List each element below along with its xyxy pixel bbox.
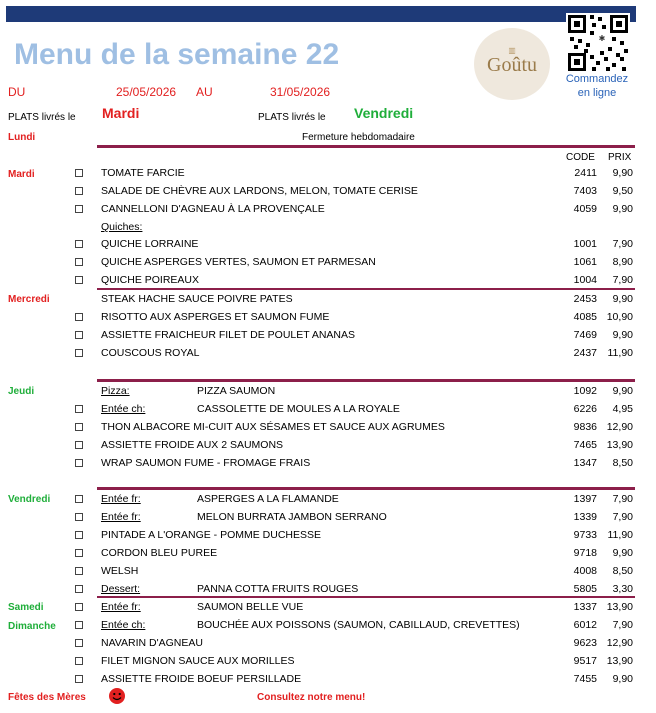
item-checkbox[interactable] [75, 205, 83, 213]
menu-item-row [0, 582, 656, 600]
item-name: RISOTTO AUX ASPERGES ET SAUMON FUME [101, 311, 330, 323]
item-code: 4008 [573, 565, 597, 577]
footer-left: Fêtes des Mères [8, 692, 86, 703]
item-code: 9623 [573, 637, 597, 649]
du-label: DU [8, 85, 26, 99]
item-name: PINTADE A L'ORANGE - POMME DUCHESSE [101, 529, 322, 541]
header-rule [97, 145, 635, 148]
item-price: 13,90 [606, 655, 633, 667]
item-name: THON ALBACORE MI-CUIT AUX SÉSAMES ET SAUCE AUX AGRUMES [101, 421, 445, 433]
item-price: 9,90 [612, 385, 633, 397]
item-price: 9,90 [612, 203, 633, 215]
item-code: 2453 [573, 293, 597, 305]
item-code: 9733 [573, 529, 597, 541]
item-price: 13,90 [606, 601, 633, 613]
item-name: MELON BURRATA JAMBON SERRANO [197, 511, 387, 523]
menu-item-row [0, 346, 656, 364]
item-code: 4085 [573, 311, 597, 323]
item-name: NAVARIN D'AGNEAU [101, 637, 203, 649]
item-checkbox[interactable] [75, 585, 83, 593]
item-price: 7,90 [612, 274, 633, 286]
item-price: 4,95 [612, 403, 633, 415]
item-price: 8,50 [612, 457, 633, 469]
item-name: WRAP SAUMON FUME - FROMAGE FRAIS [101, 457, 311, 469]
item-checkbox[interactable] [75, 639, 83, 647]
menu-item-row [0, 564, 656, 582]
item-code: 6012 [573, 619, 597, 631]
item-name: FILET MIGNON SAUCE AUX MORILLES [101, 655, 295, 667]
item-price: 12,90 [606, 637, 633, 649]
item-name: QUICHE POIREAUX [101, 274, 200, 286]
day-label-jeudi: Jeudi [8, 386, 35, 397]
item-group-label: Quiches: [101, 221, 143, 233]
menu-item-row [0, 654, 656, 672]
item-category: Entée fr: [101, 511, 141, 523]
item-code: 7469 [573, 329, 597, 341]
item-price: 9,90 [612, 293, 633, 305]
item-name: STEAK HACHE SAUCE POIVRE PATES [101, 293, 293, 305]
day-label-mardi: Mardi [8, 169, 35, 180]
item-checkbox[interactable] [75, 531, 83, 539]
delivery-label-1: PLATS livrés le [8, 112, 76, 123]
end-date: 31/05/2026 [270, 85, 331, 99]
menu-item-row [0, 220, 656, 238]
menu-item-row [0, 292, 656, 310]
item-checkbox[interactable] [75, 331, 83, 339]
item-code: 2437 [573, 347, 597, 359]
menu-item-row [0, 510, 656, 528]
item-price: 10,90 [606, 311, 633, 323]
menu-item-row [0, 672, 656, 690]
item-checkbox[interactable] [75, 405, 83, 413]
start-date: 25/05/2026 [116, 85, 177, 99]
menu-item-row [0, 402, 656, 420]
item-price: 9,90 [612, 547, 633, 559]
day-label-mercredi: Mercredi [8, 294, 50, 305]
logo-building-icon: ▥ [508, 46, 516, 55]
item-checkbox[interactable] [75, 657, 83, 665]
item-code: 6226 [573, 403, 597, 415]
item-category: Dessert: [101, 583, 141, 595]
menu-item-row [0, 528, 656, 546]
item-checkbox[interactable] [75, 621, 83, 629]
day-label-vendredi: Vendredi [8, 494, 51, 505]
item-checkbox[interactable] [75, 675, 83, 683]
item-code: 7455 [573, 673, 597, 685]
item-name: QUICHE LORRAINE [101, 238, 199, 250]
item-name: COUSCOUS ROYAL [101, 347, 200, 359]
day-label-samedi: Samedi [8, 602, 44, 613]
item-price: 11,90 [607, 347, 633, 359]
closure-note: Fermeture hebdomadaire [302, 132, 415, 143]
item-code: 5805 [573, 583, 597, 595]
item-code: 1061 [573, 256, 597, 268]
item-name: ASPERGES A LA FLAMANDE [197, 493, 339, 505]
day-label-dimanche: Dimanche [8, 621, 56, 632]
item-checkbox[interactable] [75, 567, 83, 575]
item-checkbox[interactable] [75, 549, 83, 557]
code-header: CODE [566, 152, 595, 163]
item-code: 9836 [573, 421, 597, 433]
item-name: BOUCHÉE AUX POISSONS (SAUMON, CABILLAUD, CREVETTES) [197, 619, 520, 631]
menu-item-row [0, 255, 656, 273]
qr-center-star-icon: ✱ [598, 34, 606, 43]
item-price: 7,90 [612, 511, 633, 523]
item-checkbox[interactable] [75, 313, 83, 321]
item-price: 9,50 [612, 185, 633, 197]
item-name: CORDON BLEU PUREE [101, 547, 218, 559]
item-category: Entée ch: [101, 619, 146, 631]
item-checkbox[interactable] [75, 603, 83, 611]
order-online-line1: Commandez [565, 73, 629, 85]
menu-item-row [0, 546, 656, 564]
item-name: CASSOLETTE DE MOULES A LA ROYALE [197, 403, 400, 415]
item-name: TOMATE FARCIE [101, 167, 185, 179]
item-code: 4059 [573, 203, 597, 215]
item-name: SAUMON BELLE VUE [197, 601, 304, 613]
menu-item-row [0, 237, 656, 255]
item-code: 7465 [573, 439, 597, 451]
item-category: Pizza: [101, 385, 130, 397]
menu-item-row [0, 184, 656, 202]
item-name: ASSIETTE FROIDE BOEUF PERSILLADE [101, 673, 302, 685]
item-price: 13,90 [606, 439, 633, 451]
item-checkbox[interactable] [75, 276, 83, 284]
item-name: PANNA COTTA FRUITS ROUGES [197, 583, 359, 595]
menu-item-row [0, 456, 656, 474]
menu-item-row [0, 166, 656, 184]
item-name: CANNELLONI D'AGNEAU À LA PROVENÇALE [101, 203, 325, 215]
item-price: 9,90 [612, 673, 633, 685]
item-code: 1339 [573, 511, 597, 523]
menu-item-row [0, 328, 656, 346]
menu-item-row [0, 384, 656, 402]
footer-right: Consultez notre menu! [257, 692, 366, 703]
order-online-line2: en ligne [577, 87, 617, 99]
item-code: 9718 [573, 547, 597, 559]
price-header: PRIX [608, 152, 632, 163]
top-banner [6, 6, 636, 22]
item-price: 9,90 [612, 167, 633, 179]
menu-item-row [0, 618, 656, 636]
item-checkbox[interactable] [75, 349, 83, 357]
item-checkbox[interactable] [75, 441, 83, 449]
item-price: 7,90 [612, 619, 633, 631]
menu-item-row [0, 600, 656, 618]
item-price: 11,90 [607, 529, 633, 541]
brand-logo [474, 28, 550, 100]
item-checkbox[interactable] [75, 240, 83, 248]
item-name: ASSIETTE FRAICHEUR FILET DE POULET ANANAS [101, 329, 356, 341]
item-checkbox[interactable] [75, 495, 83, 503]
item-name: ASSIETTE FROIDE AUX 2 SAUMONS [101, 439, 284, 451]
item-price: 7,90 [612, 238, 633, 250]
item-price: 8,90 [612, 256, 633, 268]
item-price: 9,90 [612, 329, 633, 341]
item-name: WELSH [101, 565, 139, 577]
delivery-day-2: Vendredi [354, 105, 414, 121]
logo-wordmark: Goûtu [487, 54, 537, 76]
qr-code-icon[interactable] [566, 13, 630, 73]
item-code: 1397 [573, 493, 597, 505]
item-checkbox[interactable] [75, 423, 83, 431]
item-checkbox[interactable] [75, 258, 83, 266]
item-price: 12,90 [606, 421, 633, 433]
item-code: 2411 [574, 167, 597, 179]
section-rule-vendredi [97, 487, 635, 490]
page-title: Menu de la semaine 22 [14, 38, 340, 71]
item-checkbox[interactable] [75, 187, 83, 195]
smiley-icon [108, 687, 126, 705]
item-code: 1004 [573, 274, 597, 286]
item-code: 1337 [573, 601, 597, 613]
item-code: 1001 [573, 238, 597, 250]
item-name: PIZZA SAUMON [197, 385, 276, 397]
menu-item-row [0, 492, 656, 510]
item-checkbox[interactable] [75, 169, 83, 177]
order-online-link[interactable] [560, 72, 634, 100]
delivery-day-1: Mardi [102, 105, 140, 121]
au-label: AU [196, 85, 213, 99]
item-category: Entée fr: [101, 601, 141, 613]
menu-item-row [0, 438, 656, 456]
item-category: Entée fr: [101, 493, 141, 505]
item-price: 3,30 [612, 583, 633, 595]
item-price: 8,50 [612, 565, 633, 577]
menu-item-row [0, 273, 656, 291]
item-checkbox[interactable] [75, 513, 83, 521]
menu-item-row [0, 636, 656, 654]
item-name: SALADE DE CHÈVRE AUX LARDONS, MELON, TOMATE CERISE [101, 185, 418, 197]
item-code: 9517 [573, 655, 597, 667]
item-checkbox[interactable] [75, 459, 83, 467]
menu-item-row [0, 420, 656, 438]
item-code: 1347 [573, 457, 597, 469]
menu-item-row [0, 310, 656, 328]
item-price: 7,90 [612, 493, 633, 505]
item-code: 7403 [573, 185, 597, 197]
delivery-label-2: PLATS livrés le [258, 112, 326, 123]
item-category: Entée ch: [101, 403, 146, 415]
item-code: 1092 [573, 385, 597, 397]
section-rule-jeudi [97, 379, 635, 382]
delivery-day-1-sub: Lundi [8, 132, 36, 143]
menu-item-row [0, 202, 656, 220]
item-name: QUICHE ASPERGES VERTES, SAUMON ET PARMESAN [101, 256, 376, 268]
